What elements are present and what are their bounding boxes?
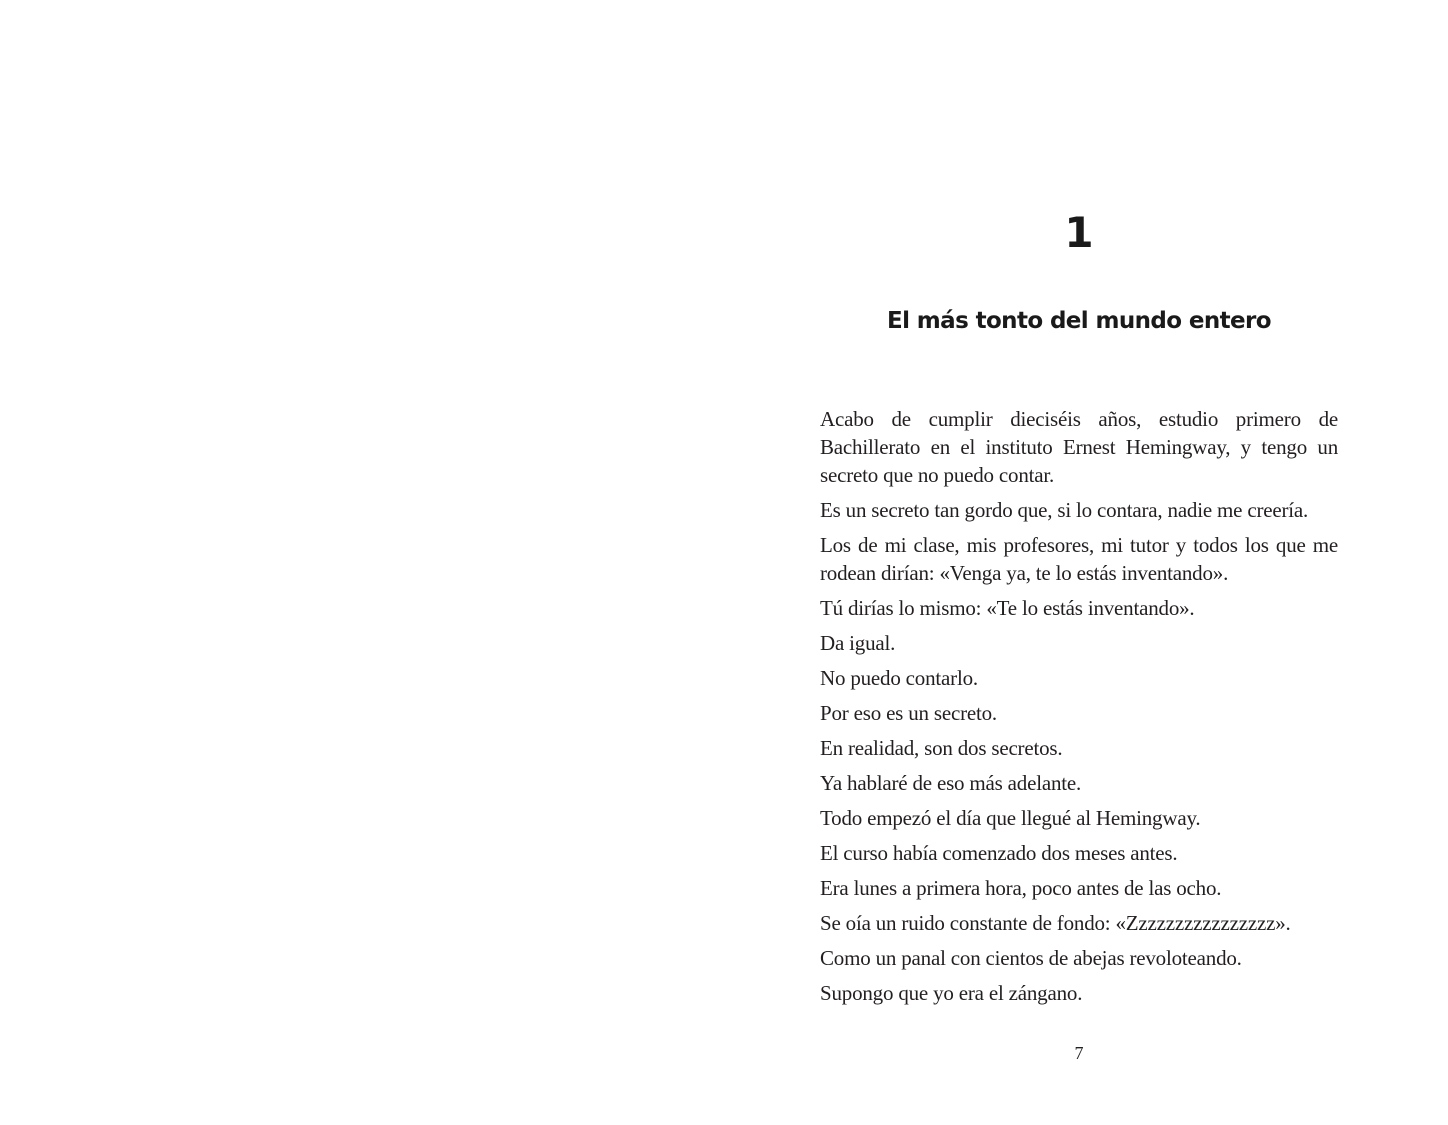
paragraph: No puedo contarlo.: [820, 666, 978, 690]
chapter-title: El más tonto del mundo entero: [886, 308, 1271, 334]
paragraph: Da igual.: [820, 631, 896, 655]
paragraph: Todo empezó el día que llegué al Hemingway.: [820, 806, 1201, 830]
paragraph: Es un secreto tan gordo que, si lo contara, nadie me creería.: [820, 498, 1309, 522]
chapter-body: [820, 405, 1338, 1014]
page-number: 7: [1074, 1043, 1084, 1063]
paragraph: Supongo que yo era el zángano.: [820, 981, 1083, 1005]
paragraph: En realidad, son dos secretos.: [820, 736, 1063, 760]
paragraph: Tú dirías lo mismo: «Te lo estás inventando».: [820, 596, 1195, 620]
chapter-number: 1: [1064, 208, 1094, 257]
paragraph: Se oía un ruido constante de fondo: «Zzzzzzzzzzzzzzzz».: [820, 911, 1291, 935]
paragraph: Los de mi clase, mis profesores, mi tutor y todos los que me rodean dirían: «Venga ya, te lo estás inventando».: [820, 533, 1338, 585]
paragraph: Ya hablaré de eso más adelante.: [820, 771, 1082, 795]
paragraph: Era lunes a primera hora, poco antes de las ocho.: [820, 876, 1222, 900]
paragraph: Por eso es un secreto.: [820, 701, 997, 725]
paragraph: El curso había comenzado dos meses antes.: [820, 841, 1178, 865]
paragraph: Acabo de cumplir dieciséis años, estudio primero de Bachillerato en el instituto Ernest Hemingway, y tengo un secreto que no puedo contar.: [820, 407, 1338, 487]
paragraph: Como un panal con cientos de abejas revoloteando.: [820, 946, 1242, 970]
